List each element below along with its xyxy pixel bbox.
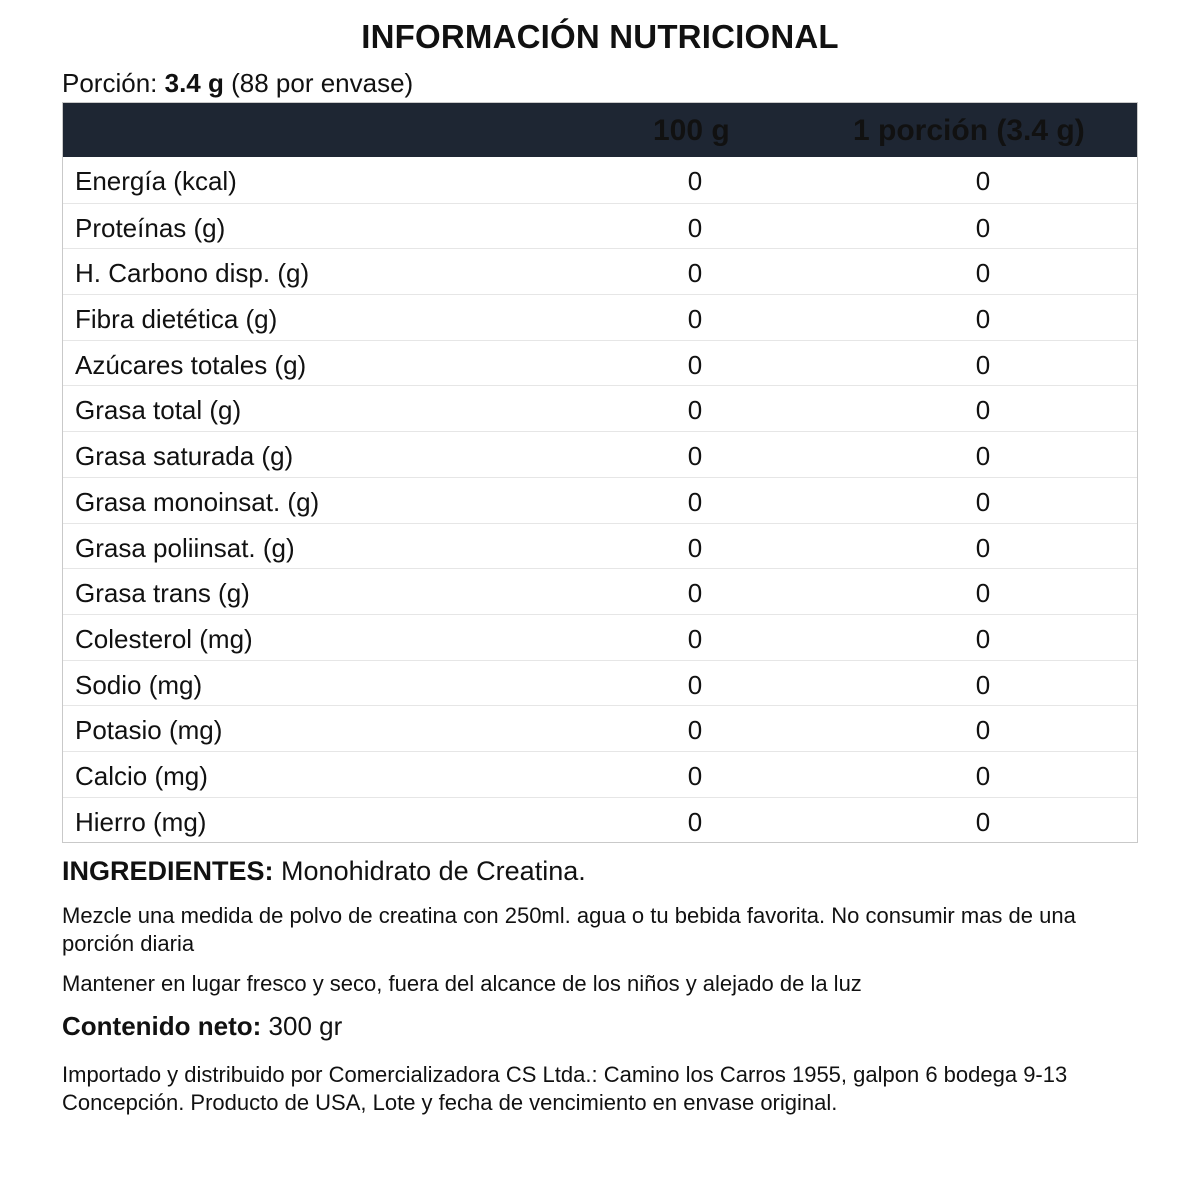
header-per-100g: 100 g [653, 114, 730, 147]
importer-text: Importado y distribuido por Comercializadora CS Ltda.: Camino los Carros 1955, galpon 6 bodega 9-13 Concepción. Producto de USA, Lote y fecha de vencimiento en envase original. [62, 1062, 1068, 1115]
nutrient-name: Grasa total (g) [75, 395, 242, 426]
table-row [63, 477, 1137, 523]
ingredients-value: Monohidrato de Creatina. [281, 856, 586, 886]
value-per-100g: 0 [687, 304, 703, 335]
nutrition-table [62, 102, 1138, 843]
value-per-100g: 0 [687, 349, 703, 380]
table-row [63, 248, 1137, 294]
nutrient-name: Grasa poliinsat. (g) [75, 532, 295, 563]
table-row [63, 523, 1137, 569]
storage-text: Mantener en lugar fresco y seco, fuera del alcance de los niños y alejado de la luz [62, 971, 862, 996]
servings-per-container: (88 por envase) [231, 68, 414, 98]
serving-info [62, 68, 413, 99]
value-per-100g: 0 [687, 166, 703, 196]
value-per-100g: 0 [687, 395, 703, 426]
nutrient-name: Proteínas (g) [75, 212, 226, 243]
net-content-label: Contenido neto: [62, 1011, 262, 1041]
nutrient-name: Grasa trans (g) [75, 578, 250, 609]
value-per-serving: 0 [975, 349, 991, 380]
table-row [63, 797, 1137, 843]
value-per-100g: 0 [687, 212, 703, 243]
nutrient-name: Calcio (mg) [75, 760, 208, 791]
table-body [63, 157, 1137, 842]
value-per-100g: 0 [687, 486, 703, 517]
ingredients-label: INGREDIENTES: [62, 856, 274, 886]
nutrient-name: Grasa saturada (g) [75, 441, 294, 472]
instructions-text: Mezcle una medida de polvo de creatina con 250ml. agua o tu bebida favorita. No consumir mas de una porción diaria [62, 903, 1076, 956]
value-per-serving: 0 [975, 212, 991, 243]
header-per-serving: 1 porción (3.4 g) [853, 114, 1085, 147]
value-per-100g: 0 [687, 715, 703, 746]
serving-label: Porción: [62, 68, 158, 98]
value-per-serving: 0 [975, 258, 991, 289]
value-per-100g: 0 [687, 532, 703, 563]
table-row [63, 294, 1137, 340]
table-row [63, 568, 1137, 614]
nutrient-name: Potasio (mg) [75, 715, 223, 746]
net-content [62, 1011, 342, 1042]
value-per-serving: 0 [975, 669, 991, 700]
value-per-100g: 0 [687, 669, 703, 700]
nutrient-name: Fibra dietética (g) [75, 304, 278, 335]
net-content-value: 300 gr [268, 1011, 343, 1041]
nutrient-name: Grasa monoinsat. (g) [75, 486, 320, 517]
value-per-100g: 0 [687, 806, 703, 837]
table-row [63, 385, 1137, 431]
value-per-serving: 0 [975, 806, 991, 837]
page-title: INFORMACIÓN NUTRICIONAL [361, 18, 839, 55]
value-per-100g: 0 [687, 441, 703, 472]
nutrient-name: Azúcares totales (g) [75, 349, 307, 380]
value-per-serving: 0 [975, 623, 991, 654]
table-row [63, 751, 1137, 797]
value-per-serving: 0 [975, 578, 991, 609]
table-row [63, 705, 1137, 751]
value-per-serving: 0 [975, 532, 991, 563]
value-per-serving: 0 [975, 715, 991, 746]
table-row [63, 157, 1137, 203]
value-per-serving: 0 [975, 166, 991, 196]
table-row [63, 660, 1137, 706]
nutrient-name: Sodio (mg) [75, 669, 203, 700]
nutrient-name: H. Carbono disp. (g) [75, 258, 310, 289]
serving-size: 3.4 g [164, 68, 224, 98]
value-per-serving: 0 [975, 486, 991, 517]
value-per-100g: 0 [687, 623, 703, 654]
table-row [63, 340, 1137, 386]
table-header [63, 103, 1137, 157]
table-row [63, 203, 1137, 249]
value-per-100g: 0 [687, 760, 703, 791]
table-row [63, 431, 1137, 477]
table-row [63, 614, 1137, 660]
value-per-serving: 0 [975, 760, 991, 791]
ingredients [62, 856, 586, 887]
nutrient-name: Colesterol (mg) [75, 623, 253, 654]
value-per-serving: 0 [975, 441, 991, 472]
value-per-100g: 0 [687, 258, 703, 289]
nutrient-name: Hierro (mg) [75, 806, 207, 837]
value-per-100g: 0 [687, 578, 703, 609]
value-per-serving: 0 [975, 304, 991, 335]
value-per-serving: 0 [975, 395, 991, 426]
nutrient-name: Energía (kcal) [75, 166, 237, 196]
